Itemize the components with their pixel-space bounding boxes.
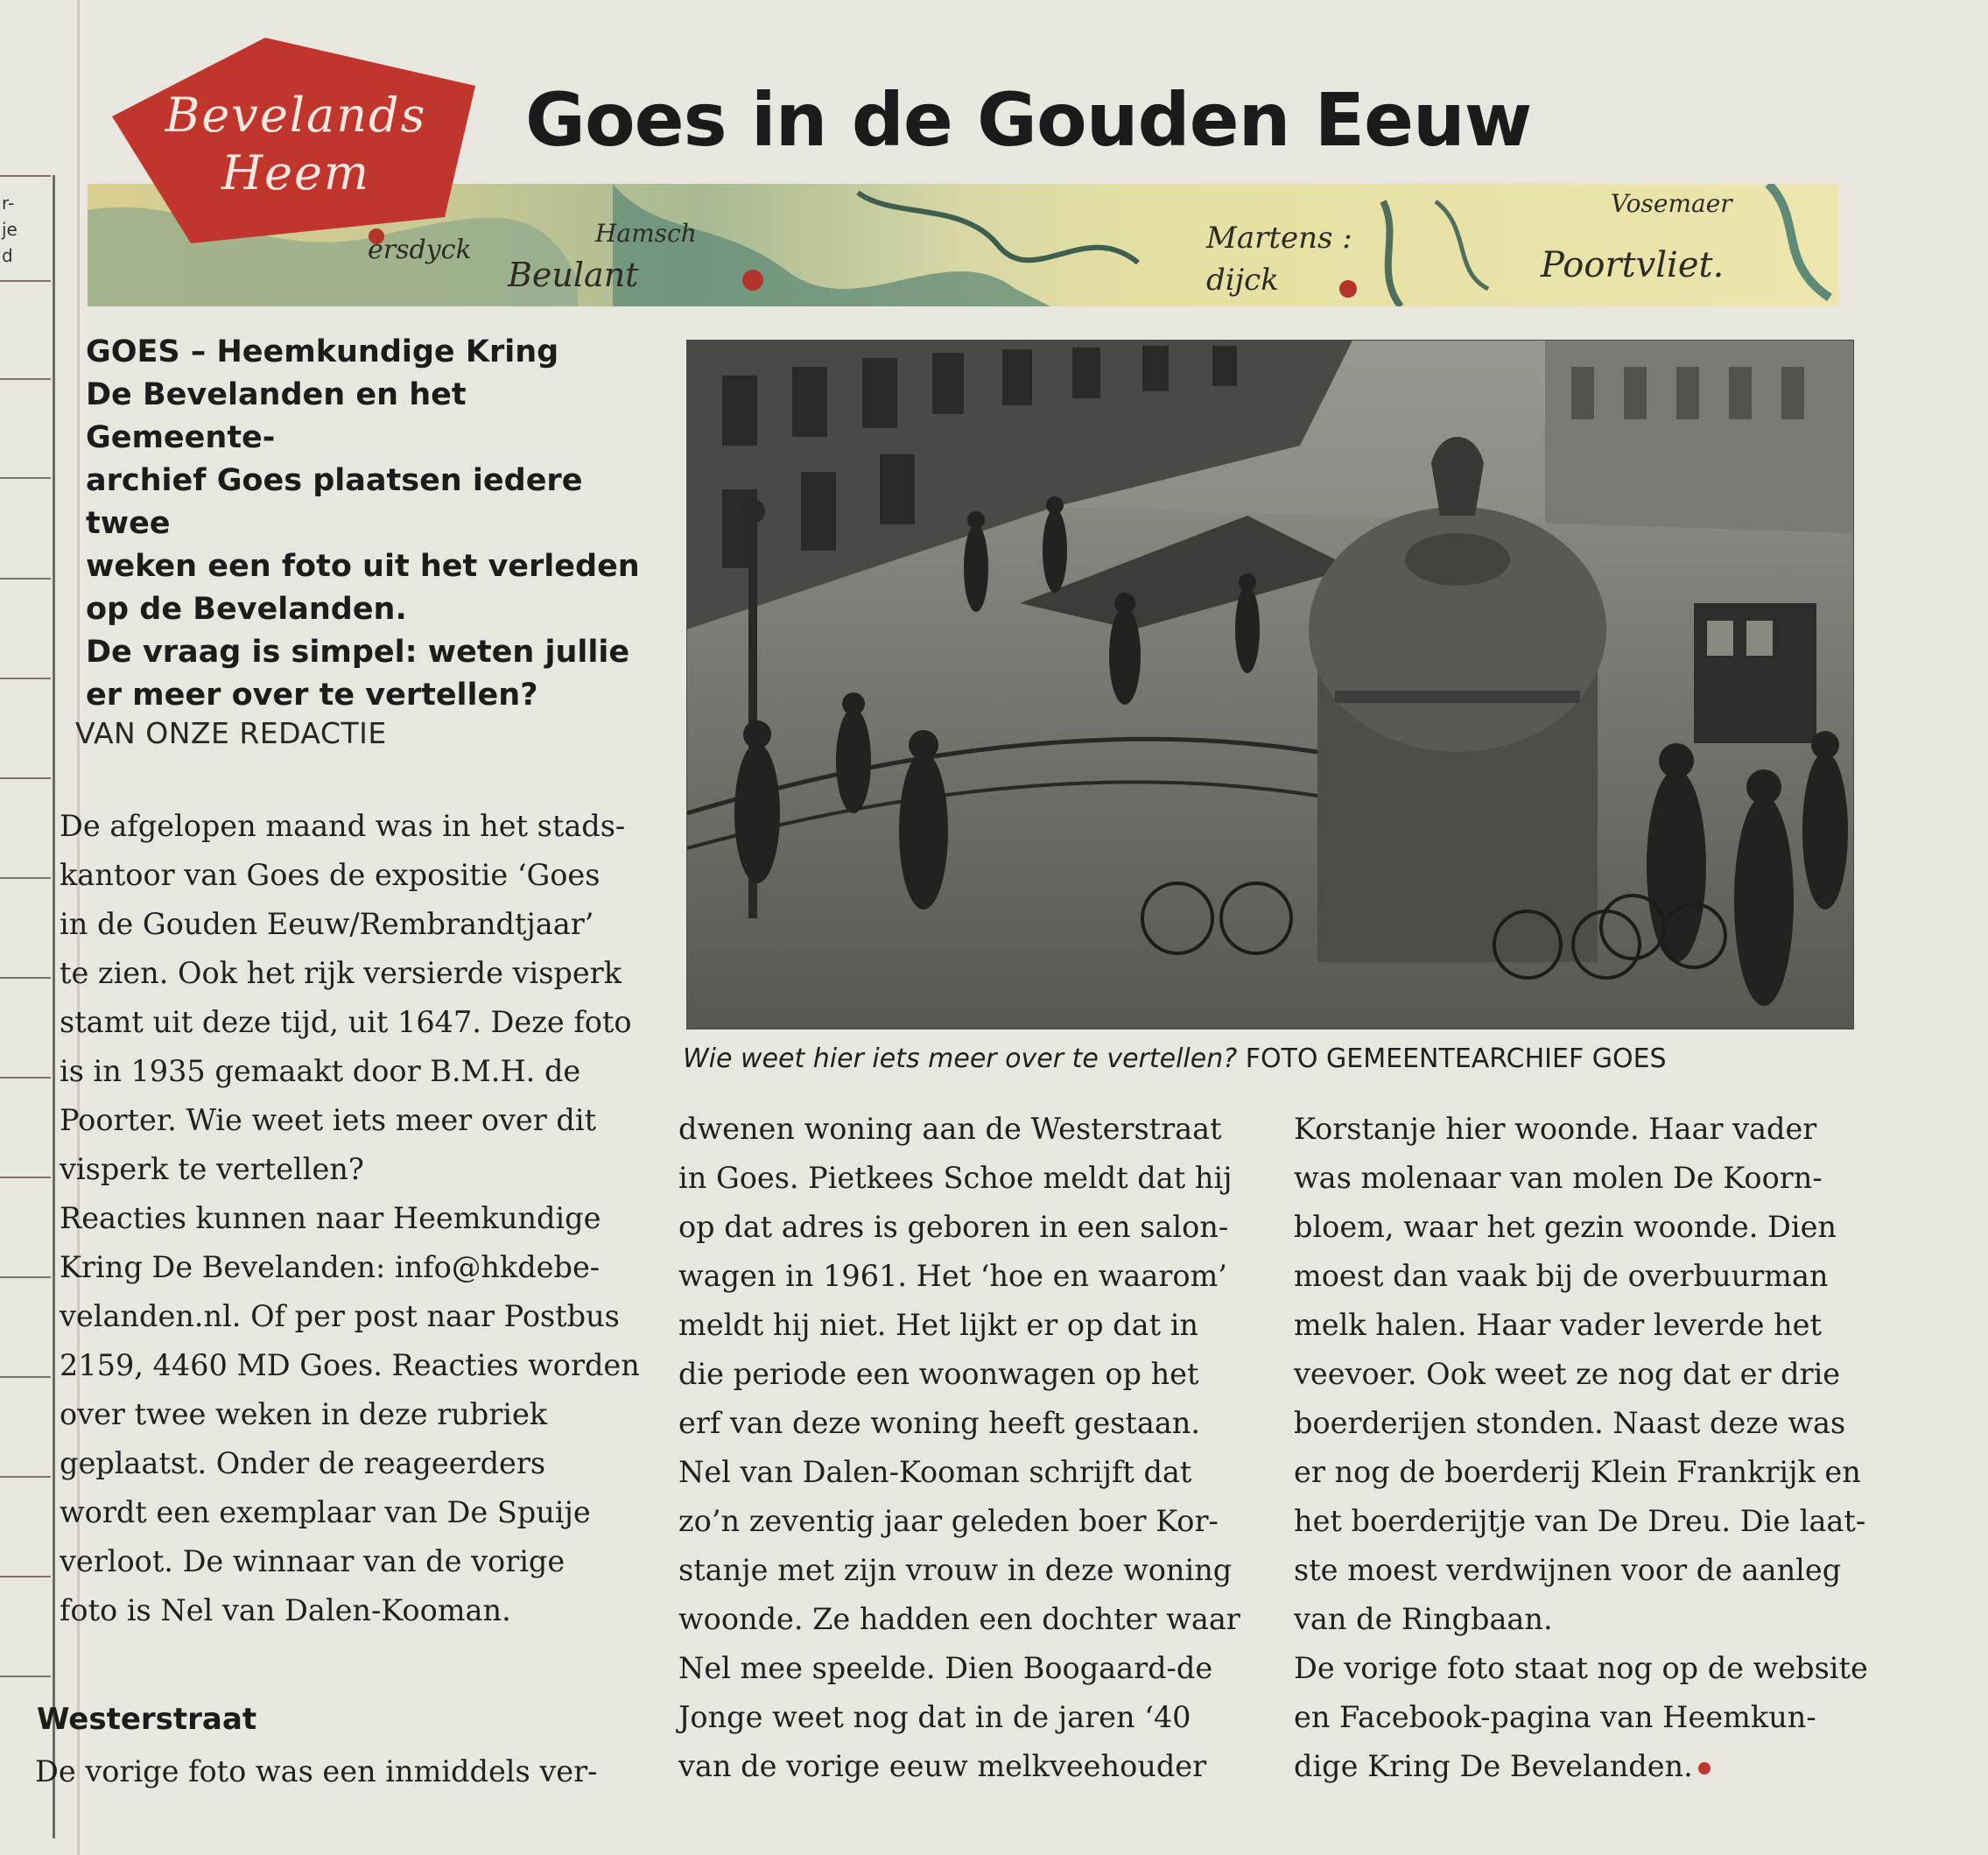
logo-pentagon-shape [103,33,488,252]
fragment: je [2,219,18,240]
rule [0,1676,51,1677]
body-line-text: dige Kring De Bevelanden. [1294,1749,1693,1783]
map-label: Vosemaer [1611,189,1732,218]
archive-photo [686,340,1854,1029]
body-line: van de Ringbaan. [1294,1602,1553,1636]
lead-line: weken een foto uit het verleden [86,549,640,584]
rule [0,1476,51,1478]
rule [0,977,51,979]
body-line: velanden.nl. Of per post naar Postbus [60,1299,620,1333]
lead-line: er meer over te vertellen? [86,678,538,713]
rule [0,1077,51,1079]
byline: VAN ONZE REDACTIE [75,716,387,750]
headline: Goes in de Gouden Eeuw [525,77,1532,163]
body-line: veevoer. Ook weet ze nog dat er drie [1294,1357,1841,1391]
body-line: ste moest verdwijnen voor de aanleg [1294,1553,1842,1587]
rule [0,175,51,177]
body-line [1294,1742,1907,1791]
body-line: is in 1935 gemaakt door B.M.H. de [60,1054,581,1088]
map-label: ersdyck [368,235,472,265]
body-column-2 [678,1105,1274,1791]
caption-question: Wie weet hier iets meer over te vertellen? [683,1043,1238,1074]
map-label: Poortvliet. [1541,245,1725,285]
rule [0,477,51,479]
photo-caption [683,1043,1667,1074]
logo-line-2: Heem [221,145,371,200]
body-line: in de Gouden Eeuw/Rembrandtjaar’ [60,907,594,941]
body-line: verloot. De winnaar van de vorige [60,1544,565,1578]
body-line: bloem, waar het gezin woonde. Dien [1294,1210,1837,1244]
body-line: kantoor van Goes de expositie ‘Goes [60,858,601,892]
body-line: in Goes. Pietkees Schoe meldt dat hij [678,1161,1233,1195]
rule [0,378,51,380]
end-of-article-dot-icon [1698,1762,1711,1774]
lead-paragraph [86,331,664,717]
body-line: wagen in 1961. Het ‘hoe en waarom’ [678,1259,1227,1293]
logo-line-1: Bevelands [165,88,427,143]
body-line: die periode een woonwagen op het [678,1357,1199,1391]
body-line: foto is Nel van Dalen-Kooman. [60,1593,511,1627]
fragment: r- [2,193,15,214]
subheading-westerstraat: Westerstraat [37,1702,257,1737]
body-line: op dat adres is geboren in een salon- [678,1210,1229,1244]
body-line: erf van deze woning heeft gestaan. [678,1406,1201,1440]
rule [0,1576,51,1577]
body-line: Reacties kunnen naar Heemkundige [60,1201,601,1235]
body-column-1 [60,802,655,1635]
body-line: Poorter. Wie weet iets meer over dit [60,1103,597,1137]
body-column-1-continued [35,1747,665,1796]
map-label: Beulant [508,256,639,294]
body-line: boerderijen stonden. Naast deze was [1294,1406,1846,1440]
body-line: over twee weken in deze rubriek [60,1397,548,1431]
body-line: melk halen. Haar vader leverde het [1294,1308,1822,1342]
body-line: stamt uit deze tijd, uit 1647. Deze foto [60,1005,632,1039]
rule [0,877,51,879]
map-label: Martens : [1206,221,1352,256]
body-line: van de vorige eeuw melkveehouder [678,1749,1207,1783]
body-line: visperk te vertellen? [60,1152,364,1186]
body-column-3 [1294,1105,1907,1791]
lead-line: GOES – Heemkundige Kring [86,334,559,369]
rule [0,578,51,580]
body-line: het boerderijtje van De Dreu. Die laat- [1294,1504,1866,1538]
rule [0,1376,51,1378]
body-line: dwenen woning aan de Westerstraat [678,1112,1222,1146]
body-line: Kring De Bevelanden: info@hkdebe- [60,1250,601,1284]
adjacent-column-edge [0,175,55,1838]
fragment: d [2,245,13,266]
body-line: woonde. Ze hadden een dochter waar [678,1602,1240,1636]
body-line: Nel van Dalen-Kooman schrijft dat [678,1455,1192,1489]
rule [0,1177,51,1178]
map-label: Hamsch [595,219,697,248]
body-line: geplaatst. Onder de reageerders [60,1446,546,1480]
body-line: Jonge weet nog dat in de jaren ‘40 [678,1700,1191,1734]
photo-credit: FOTO GEMEENTEARCHIEF GOES [1237,1043,1667,1074]
bevelands-heem-logo [103,33,488,252]
lead-line: De Bevelanden en het Gemeente- [86,377,467,455]
body-line: wordt een exemplaar van De Spuije [60,1495,591,1529]
photo-square-with-fish-market-pavilion [687,341,1853,1029]
body-line: Nel mee speelde. Dien Boogaard-de [678,1651,1213,1685]
body-line: De vorige foto was een inmiddels ver- [35,1754,598,1788]
rule [0,777,51,779]
body-line: meldt hij niet. Het lijkt er op dat in [678,1308,1199,1342]
body-line: er nog de boerderij Klein Frankrijk en [1294,1455,1861,1489]
body-line: zo’n zeventig jaar geleden boer Kor- [678,1504,1219,1538]
rule [0,1276,51,1278]
body-line: stanje met zijn vrouw in deze woning [678,1553,1233,1587]
body-line: De afgelopen maand was in het stads- [60,809,626,843]
body-line: De vorige foto staat nog op de website [1294,1651,1868,1685]
map-label: dijck [1206,263,1279,298]
rule [0,280,51,282]
body-line: moest dan vaak bij de overbuurman [1294,1259,1829,1293]
body-line: 2159, 4460 MD Goes. Reacties worden [60,1348,640,1382]
body-line: was molenaar van molen De Koorn- [1294,1161,1823,1195]
lead-line: De vraag is simpel: weten jullie [86,635,630,670]
body-line: en Facebook-pagina van Heemkun- [1294,1700,1816,1734]
body-line: te zien. Ook het rijk versierde visperk [60,956,622,990]
body-line: Korstanje hier woonde. Haar vader [1294,1112,1817,1146]
lead-line: archief Goes plaatsen iedere twee [86,463,583,541]
rule [0,678,51,679]
lead-line: op de Bevelanden. [86,592,407,627]
